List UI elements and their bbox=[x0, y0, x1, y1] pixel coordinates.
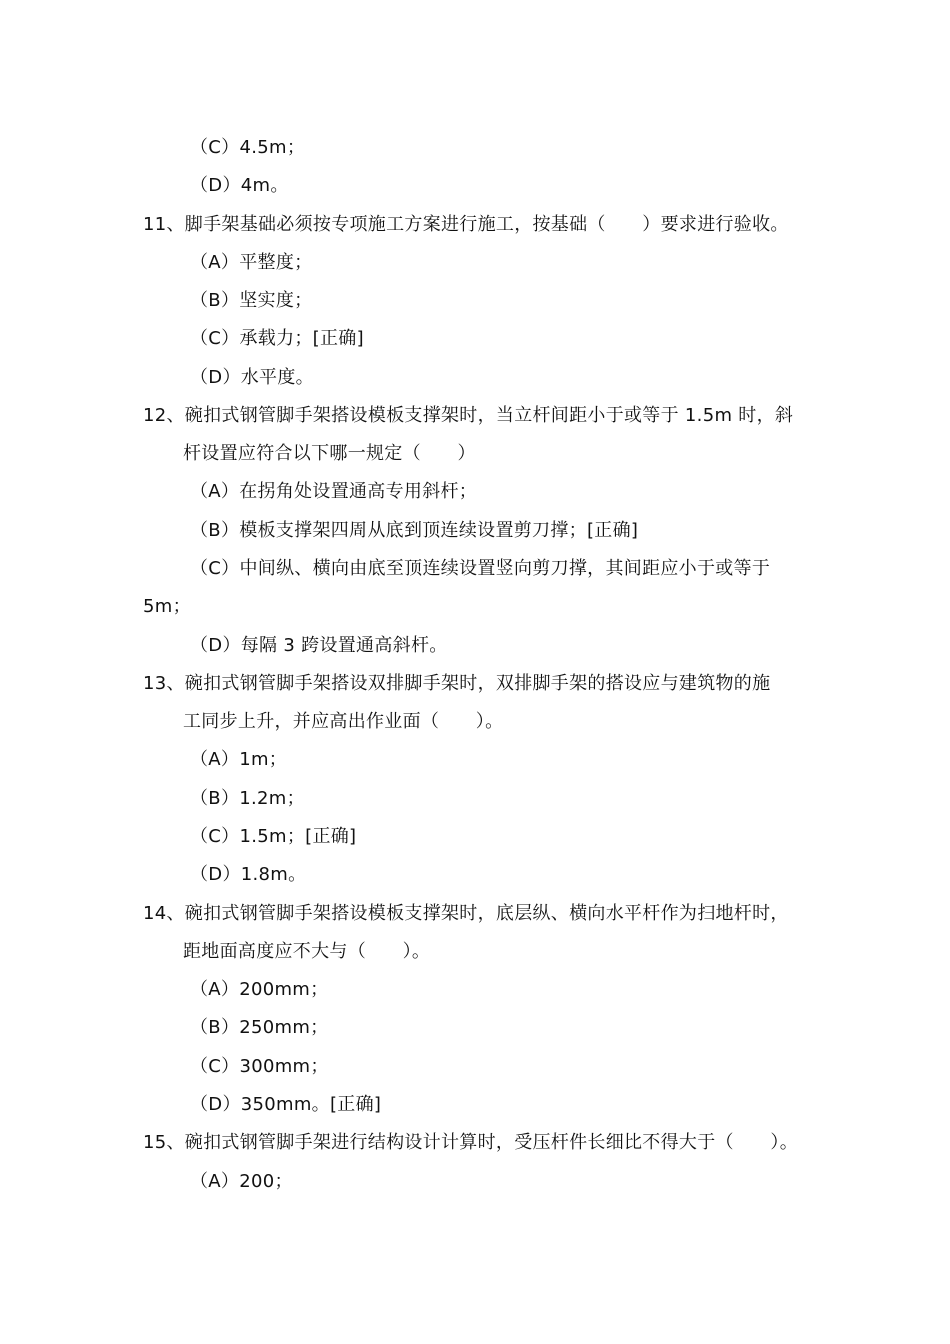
q12-option-c-cont: 5m； bbox=[143, 596, 191, 617]
q14-option-b: （B）250mm； bbox=[190, 1017, 329, 1038]
q12-option-c: （C）中间纵、横向由底至顶连续设置竖向剪刀撑，其间距应小于或等于 bbox=[190, 558, 771, 579]
q12-option-a: （A）在拐角处设置通高专用斜杆； bbox=[190, 481, 478, 502]
q15-stem: 15、碗扣式钢管脚手架进行结构设计计算时，受压杆件长细比不得大于（ ）。 bbox=[143, 1132, 799, 1153]
q14-option-d: （D）350mm。[正确] bbox=[190, 1094, 382, 1115]
q12-option-b: （B）模板支撑架四周从底到顶连续设置剪刀撑；[正确] bbox=[190, 520, 639, 541]
q10-option-d: （D）4m。 bbox=[190, 175, 289, 196]
q12-stem: 12、碗扣式钢管脚手架搭设模板支撑架时，当立杆间距小于或等于 1.5m 时，斜 bbox=[143, 405, 794, 426]
q13-stem: 13、碗扣式钢管脚手架搭设双排脚手架时，双排脚手架的搭设应与建筑物的施 bbox=[143, 673, 771, 694]
q11-stem: 11、脚手架基础必须按专项施工方案进行施工，按基础（ ）要求进行验收。 bbox=[143, 214, 789, 235]
q12-stem-cont: 杆设置应符合以下哪一规定（ ） bbox=[183, 443, 476, 464]
q11-option-b: （B）坚实度； bbox=[190, 290, 313, 311]
q14-stem-cont: 距地面高度应不大与（ ）。 bbox=[183, 941, 431, 962]
q10-option-c: （C）4.5m； bbox=[190, 137, 306, 158]
q13-option-b: （B）1.2m； bbox=[190, 788, 305, 809]
q11-option-c: （C）承载力；[正确] bbox=[190, 328, 364, 349]
q13-option-d: （D）1.8m。 bbox=[190, 864, 307, 885]
q13-option-a: （A）1m； bbox=[190, 749, 288, 770]
q14-option-a: （A）200mm； bbox=[190, 979, 329, 1000]
q11-option-d: （D）水平度。 bbox=[190, 367, 314, 388]
q12-option-d: （D）每隔 3 跨设置通高斜杆。 bbox=[190, 635, 448, 656]
q13-option-c: （C）1.5m；[正确] bbox=[190, 826, 357, 847]
q11-option-a: （A）平整度； bbox=[190, 252, 313, 273]
q15-option-a: （A）200； bbox=[190, 1171, 293, 1192]
q14-stem: 14、碗扣式钢管脚手架搭设模板支撑架时，底层纵、横向水平杆作为扫地杆时， bbox=[143, 903, 789, 924]
q14-option-c: （C）300mm； bbox=[190, 1056, 329, 1077]
q13-stem-cont: 工同步上升，并应高出作业面（ ）。 bbox=[183, 711, 504, 732]
